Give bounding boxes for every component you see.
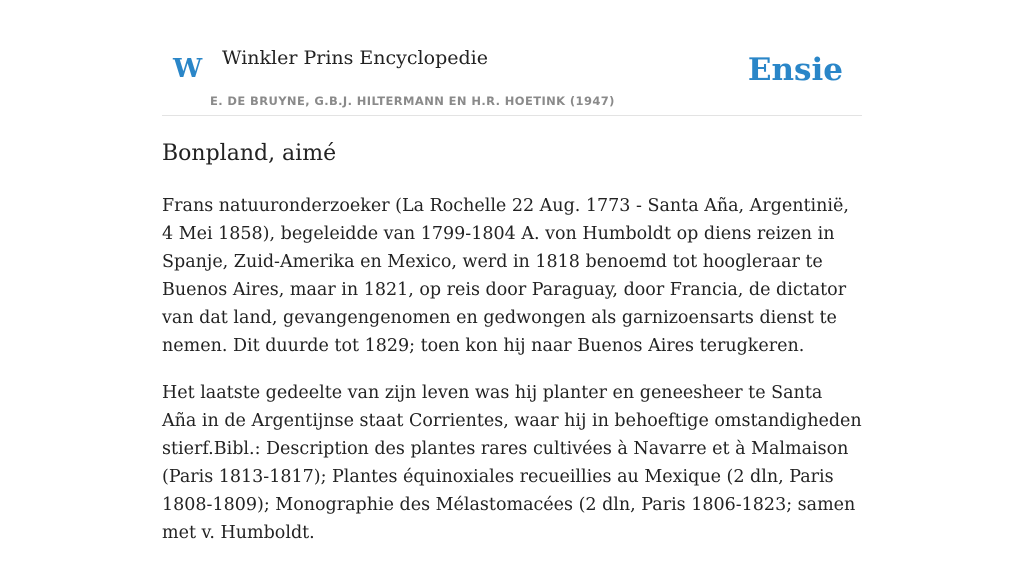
entry-paragraph: Frans natuuronderzoeker (La Rochelle 22 Aug. 1773 - Santa Aña, Argentinië, 4 Mei 1858), begeleidde van 1799-1804 A. von Humboldt op diens reizen in Spanje, Zuid-Amerika en Mexico, werd in 1818 benoemd tot hoogleraar te Buenos Aires, maar in 1821, op reis door Paraguay, door Francia, de dictator van dat land, gevangengenomen en gedwongen als garnizoensarts dienst te nemen. Dit duurde tot 1829; toen kon hij naar Buenos Aires terugkeren. [162,196,849,356]
book-title-link[interactable]: Winkler Prins Encyclopedie [222,47,488,69]
entry-body [162,192,862,566]
content-container [162,0,862,543]
publication-logo[interactable]: W [173,54,203,84]
book-authors: E. DE BRUYNE, G.B.J. HILTERMANN EN H.R. HOETINK (1947) [210,94,615,108]
entry-paragraph: Het laatste gedeelte van zijn leven was hij planter en geneesheer te Santa Aña in de Argentijnse staat Corrientes, waar hij in behoeftige omstandigheden stierf.Bibl.: Description des plantes rares cultivées à Navarre et à Malmaison (Paris 1813-1817); Plantes équinoxiales recueillies au Mexique (2 dln, Paris 1808-1809); Monographie des Mélastomacées (2 dln, Paris 1806-1823; samen met v. Humboldt. [162,383,862,543]
site-header [162,0,862,116]
entry-title: Bonpland, aimé [162,141,337,166]
ensie-brand-logo[interactable]: Ensie [747,52,843,88]
